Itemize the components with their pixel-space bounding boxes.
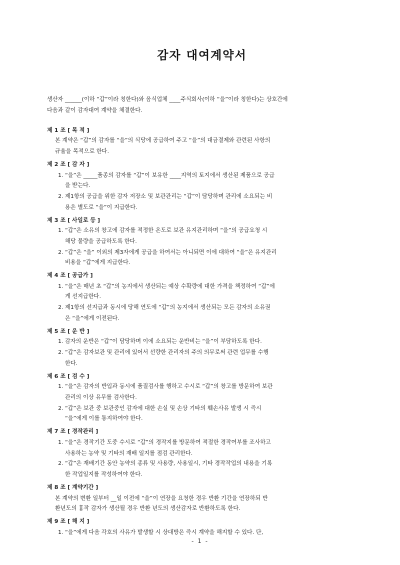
page-number: - 1 - xyxy=(191,538,209,545)
list-item xyxy=(47,303,357,314)
list-item xyxy=(47,337,357,348)
item-text: 한다. xyxy=(65,360,78,367)
section-heading: 제 3 조 [ 사일로 등 ] xyxy=(47,217,101,224)
item-text: “갑”은 “을” 이외의 제3자에게 공급을 하여서는 아니되면 이에 대하여 “을”은 유지관리 xyxy=(65,249,277,256)
item-text: 한 작업일지를 작성하여야 한다. xyxy=(65,471,143,478)
item-number: 1. xyxy=(58,172,64,179)
item-text: 감자의 운반은 “갑”이 담당하며 이에 소요되는 운반비는 “을”이 부담하도록 한다. xyxy=(65,339,262,346)
item-number: 2. xyxy=(58,350,64,357)
list-item xyxy=(47,459,357,470)
section-heading: 제 4 조 [ 공급가 ] xyxy=(47,273,93,280)
item-number: 1. xyxy=(58,529,64,536)
item-number: 2. xyxy=(58,305,64,312)
item-text: 비용을 “갑”에게 지급한다. xyxy=(65,260,131,267)
item-text: “갑”은 보관 중 보관중인 감자에 대한 손실 및 손상 기타의 훼손사유 발생 시 즉시 xyxy=(65,405,262,412)
intro-line: 다음과 같이 감자대여 계약을 체결한다. xyxy=(47,107,143,114)
list-item xyxy=(47,438,357,449)
section-heading: 제 6 조 [ 검 수 ] xyxy=(47,373,90,380)
list-item xyxy=(47,528,357,539)
list-item xyxy=(47,382,357,393)
document-body xyxy=(47,95,357,539)
item-text: “갑”은 재배기간 동안 농약의 종류 및 사용량, 사용일시, 기타 경작작업의 내용을 기록 xyxy=(65,461,273,468)
list-item xyxy=(47,171,357,182)
list-item xyxy=(47,404,357,415)
item-number: 1. xyxy=(58,228,64,235)
section-heading: 제 9 조 [ 해 지 ] xyxy=(47,519,90,526)
item-text: 게 선지급한다. xyxy=(65,294,101,301)
item-text: “을”은 경작기간 도중 수시로 “갑”의 경작지를 방문하여 적절한 경작여부를 조사하고 xyxy=(65,439,271,446)
item-number: 2. xyxy=(58,249,64,256)
item-text: 을 받는다. xyxy=(65,183,91,190)
item-number: 2. xyxy=(58,461,64,468)
section-text: 본 계약의 변환 일부터 __일 이전에 “을”이 연장을 요청한 경우 반환 기간을 연장하되 반 xyxy=(55,495,268,502)
item-text: “을”에게 이를 통지하여야 한다. xyxy=(65,416,143,423)
section-text: 본 계약은 “갑”의 감자를 “을”의 식당에 공급하여 주고 “을”의 대금결제와 관련된 사항의 xyxy=(55,138,271,145)
section-text: 환년도의 흉작 감자가 생산될 경우 반환 년도의 생산감자로 반환하도록 한다. xyxy=(55,506,241,513)
item-text: 제1항의 선지급과 동시에 당해 연도에 “갑”의 농지에서 생산되는 모든 감자의 소유권 xyxy=(65,305,271,312)
item-text: 은 “을”에게 이전된다. xyxy=(65,315,120,322)
list-item xyxy=(47,348,357,359)
section-heading: 제 5 조 [ 운 반 ] xyxy=(47,328,90,335)
item-text: 용은 별도로 “을”이 지급한다. xyxy=(65,204,138,211)
item-text: 관리의 이상 유무를 검사한다. xyxy=(65,395,137,401)
document-title: 감자 대여계약서 xyxy=(157,48,247,62)
list-item xyxy=(47,282,357,293)
item-text: “을”은 감자의 반입과 동시에 품질검사를 행하고 수시로 “갑”의 창고를 방문하여 보관 xyxy=(65,384,273,391)
item-text: “을”에게 다음 각호의 사유가 발생할 시 상대방은 즉시 계약을 해지할 수 있다. 단, xyxy=(65,529,264,536)
item-text: “갑”은 감자보관 및 관리에 있어서 선량한 관리자의 주의 의무로써 관련 업무를 수행 xyxy=(65,350,269,357)
item-text: “갑”은 소유의 창고에 감자를 적정한 온도로 보관 유지관리하며 “을”의 공급요청 시 xyxy=(65,228,268,235)
item-number: 1. xyxy=(58,384,64,391)
item-text: “을”은 _____품종의 감자를 “갑”이 보유한 ____지역의 토지에서 생산된 제품으로 공급 xyxy=(65,172,275,179)
item-number: 1. xyxy=(58,283,64,290)
item-text: 사용하는 농약 및 기타의 재배 일지를 점검 관리한다. xyxy=(65,450,193,457)
item-text: 해당 물량을 공급하도록 한다. xyxy=(65,238,137,245)
item-text: “을”은 매년 초 “갑”의 농지에서 생산되는 예상 수확량에 대한 가격을 책정하여 “갑”에 xyxy=(65,283,275,290)
section-heading: 제 8 조 [ 계약기간 ] xyxy=(47,484,99,491)
list-item xyxy=(47,226,357,237)
item-number: 1. xyxy=(58,439,64,446)
item-number: 2. xyxy=(58,193,64,200)
list-item xyxy=(47,192,357,203)
item-number: 1. xyxy=(58,339,64,346)
item-text: 제1항의 공급을 위한 감자 저장소 및 보관관리는 “갑”이 담당하며 관리에 소요되는 비 xyxy=(65,193,273,200)
section-heading: 제 1 조 [ 목 적 ] xyxy=(47,127,90,134)
item-number: 2. xyxy=(58,405,64,412)
section-heading: 제 2 조 [ 감 자 ] xyxy=(47,162,90,169)
intro-line: 생산자 ______(이하 “갑”이라 칭한다)와 음식업체 ____주식회사(이하 “을”이라 칭한다)는 상호간에 xyxy=(47,97,288,103)
list-item xyxy=(47,248,357,259)
section-heading: 제 7 조 [ 경작관리 ] xyxy=(47,429,99,436)
section-text: 규율을 목적으로 한다. xyxy=(55,148,109,155)
